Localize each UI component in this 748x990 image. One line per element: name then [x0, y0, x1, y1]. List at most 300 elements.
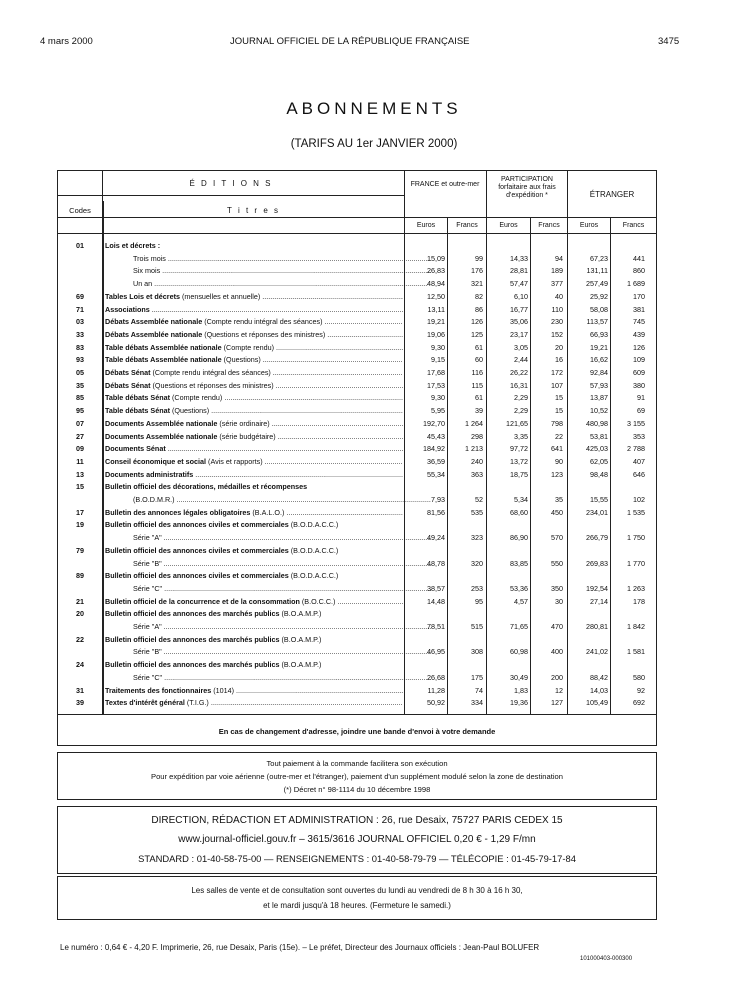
row-title-rest: (B.O.A.M.P.) — [279, 634, 322, 644]
row-value: 95 — [475, 596, 483, 606]
row-title — [105, 266, 431, 275]
row-value: 123 — [551, 469, 563, 479]
row-value: 57,93 — [590, 380, 608, 390]
row-code: 31 — [76, 685, 84, 695]
row-title — [105, 571, 403, 580]
row-value: 1 581 — [627, 647, 645, 657]
table-row — [58, 546, 656, 557]
row-title — [105, 533, 431, 542]
row-value: 82 — [475, 291, 483, 301]
row-value: 1 689 — [627, 279, 645, 289]
row-title — [105, 355, 403, 364]
row-value: 126 — [471, 317, 483, 327]
row-value: 308 — [471, 647, 483, 657]
row-code: 15 — [76, 482, 84, 492]
payment-line-1: Tout paiement à la commande facilitera son exécution — [266, 759, 448, 768]
row-value: 20 — [555, 342, 563, 352]
row-title — [105, 317, 403, 326]
row-title — [105, 686, 403, 695]
row-value: 172 — [551, 368, 563, 377]
row-value: 105,49 — [586, 698, 608, 708]
row-value: 334 — [471, 698, 483, 708]
row-title-rest: (mensuelles et annuelle) — [179, 291, 261, 301]
row-value: 5,34 — [514, 495, 528, 504]
row-title — [105, 330, 403, 339]
header-date: 4 mars 2000 — [40, 36, 93, 47]
row-value: 97,72 — [510, 444, 528, 454]
row-title — [105, 254, 431, 263]
table-row — [58, 647, 656, 658]
row-value: 1 842 — [627, 622, 645, 631]
row-value: 550 — [551, 558, 563, 568]
row-code: 95 — [76, 406, 84, 416]
row-value: 81,56 — [427, 507, 445, 517]
row-code: 27 — [76, 431, 84, 441]
row-value: 441 — [633, 253, 645, 263]
row-value: 580 — [633, 672, 645, 682]
row-value: 350 — [551, 583, 563, 593]
row-code: 21 — [76, 596, 84, 606]
row-value: 67,23 — [590, 253, 608, 263]
row-value: 323 — [471, 533, 483, 543]
row-value: 102 — [633, 495, 645, 504]
row-value: 535 — [471, 507, 483, 517]
row-title-bold: Associations — [105, 304, 150, 314]
row-title — [105, 419, 403, 428]
row-value: 78,51 — [427, 622, 445, 631]
row-code: 09 — [76, 444, 84, 454]
euros-header: Euros — [416, 222, 436, 229]
row-value: 15,09 — [427, 253, 445, 263]
row-value: 152 — [551, 329, 563, 339]
row-value: 16,77 — [510, 304, 528, 314]
row-code: 19 — [76, 520, 84, 530]
row-value: 109 — [633, 355, 645, 365]
row-value: 363 — [471, 469, 483, 479]
row-code: 71 — [76, 304, 84, 314]
table-row — [58, 330, 656, 341]
row-value: 62,05 — [590, 456, 608, 466]
row-value: 91 — [637, 393, 645, 403]
row-code: 01 — [76, 241, 84, 250]
row-value: 570 — [551, 533, 563, 543]
row-value: 10,52 — [590, 406, 608, 416]
row-value: 13,72 — [510, 456, 528, 466]
row-value: 257,49 — [586, 279, 608, 289]
row-value: 16,62 — [590, 355, 608, 365]
row-value: 4,57 — [514, 596, 528, 606]
row-code: 17 — [76, 507, 84, 517]
row-title-bold: Bulletin officiel des annonces des marchés publics — [105, 634, 280, 644]
row-value: 266,79 — [586, 533, 608, 543]
row-title-rest: (Avis et rapports) — [206, 456, 263, 466]
row-value: 92,84 — [590, 368, 608, 377]
row-title-rest: (B.O.D.M.R.) — [133, 495, 175, 504]
row-value: 19,21 — [427, 317, 445, 327]
table-row — [58, 393, 656, 404]
row-value: 35 — [555, 495, 563, 504]
row-title — [105, 482, 403, 491]
row-value: 38,57 — [427, 583, 445, 593]
table-row — [58, 635, 656, 646]
row-title-bold: Traitements des fonctionnaires — [105, 685, 212, 695]
row-value: 1 535 — [627, 507, 645, 517]
row-value: 60 — [475, 355, 483, 365]
row-value: 71,65 — [510, 622, 528, 631]
row-value: 692 — [633, 698, 645, 708]
francs-header: Francs — [622, 222, 645, 229]
euros-header: Euros — [579, 222, 599, 229]
row-value: 127 — [551, 698, 563, 708]
row-value: 380 — [633, 380, 645, 390]
row-value: 1,83 — [514, 685, 528, 695]
row-value: 131,11 — [586, 266, 608, 276]
row-title-bold: Bulletin officiel des annonces civiles et commerciales — [105, 545, 289, 555]
row-value: 241,02 — [586, 647, 608, 657]
euros-header: Euros — [499, 222, 518, 229]
row-value: 253 — [471, 583, 483, 593]
table-row — [58, 279, 656, 290]
row-code: 93 — [76, 355, 84, 365]
row-code: 07 — [76, 418, 84, 428]
table-row — [58, 495, 656, 506]
row-value: 98,48 — [590, 469, 608, 479]
row-value: 107 — [551, 380, 563, 390]
row-value: 68,60 — [510, 507, 528, 517]
row-value: 57,47 — [510, 279, 528, 289]
row-code: 11 — [76, 456, 84, 466]
row-title-bold: Table débats Sénat — [105, 393, 170, 403]
row-value: 230 — [551, 317, 563, 327]
row-title — [105, 470, 403, 479]
row-value: 46,95 — [427, 647, 445, 657]
row-value: 9,30 — [431, 342, 445, 352]
row-value: 298 — [471, 431, 483, 441]
row-value: 50,92 — [427, 698, 445, 708]
row-title-rest: (Questions et réponses des ministres) — [202, 329, 326, 339]
row-value: 110 — [551, 304, 563, 314]
table-row — [58, 317, 656, 328]
sales-line-1: Les salles de vente et de consultation sont ouvertes du lundi au vendredi de 8 h 30 à 16 h 30, — [191, 886, 523, 895]
table-row — [58, 444, 656, 455]
row-value: 2,44 — [514, 355, 528, 365]
row-title-bold: Tables Lois et décrets — [105, 291, 180, 301]
row-value: 53,81 — [590, 431, 608, 441]
row-value: 26,83 — [427, 266, 445, 276]
page-title: ABONNEMENTS — [286, 99, 462, 118]
row-value: 23,17 — [510, 329, 528, 339]
row-title-rest: Un an — [133, 279, 153, 289]
table-row — [58, 622, 656, 633]
row-code: 69 — [76, 291, 84, 301]
row-value: 3,35 — [514, 431, 528, 441]
row-title — [105, 432, 403, 441]
codes-header: Codes — [69, 206, 91, 215]
row-value: 113,57 — [586, 317, 608, 327]
row-value: 52 — [475, 495, 483, 504]
row-value: 2 788 — [627, 444, 645, 454]
row-title-bold: Débats Sénat — [105, 368, 151, 377]
row-title-bold: Bulletin des annonces légales obligatoires — [105, 507, 251, 517]
table-row — [58, 597, 656, 608]
row-title-bold: Documents Assemblée nationale — [105, 418, 218, 428]
row-value: 28,81 — [510, 266, 528, 276]
row-value: 45,43 — [427, 431, 445, 441]
row-code: 33 — [76, 329, 84, 339]
row-title — [105, 508, 403, 517]
row-title-rest: Série "B" — [133, 558, 162, 568]
row-title-bold: Débats Assemblée nationale — [105, 329, 203, 339]
decree-note: (*) Décret n° 98-1114 du 10 décembre 1998 — [283, 785, 431, 794]
table-row — [58, 266, 656, 277]
row-title-rest: Série "A" — [133, 533, 162, 543]
table-row — [58, 457, 656, 468]
row-value: 86,90 — [510, 533, 528, 543]
row-value: 14,48 — [427, 596, 445, 606]
row-title-bold: Documents Sénat — [105, 444, 166, 454]
table-row — [58, 292, 656, 303]
row-title — [105, 647, 431, 656]
row-title — [105, 673, 431, 682]
row-title-bold: Débats Sénat — [105, 380, 151, 390]
row-code: 89 — [76, 571, 84, 581]
row-code: 79 — [76, 545, 84, 555]
etranger-header: ÉTRANGER — [589, 190, 635, 199]
row-value: 40 — [555, 291, 563, 301]
row-title-rest: (Compte rendu) — [169, 393, 223, 403]
francs-header: Francs — [456, 222, 478, 229]
row-value: 7,93 — [431, 495, 445, 504]
row-value: 12 — [555, 685, 563, 695]
direction-website: www.journal-officiel.gouv.fr – 3615/3616 JOURNAL OFFICIEL 0,20 € - 1,29 F/mn — [178, 834, 536, 845]
row-code: 22 — [76, 634, 84, 644]
row-value: 1 750 — [627, 533, 645, 543]
row-code: 03 — [76, 317, 84, 327]
row-value: 184,92 — [423, 444, 445, 454]
row-value: 94 — [555, 253, 563, 263]
row-value: 48,78 — [427, 558, 445, 568]
row-value: 125 — [471, 329, 483, 339]
table-row — [58, 343, 656, 354]
row-value: 320 — [471, 558, 483, 568]
row-title — [105, 381, 403, 390]
table-row — [58, 254, 656, 265]
row-value: 176 — [471, 266, 483, 276]
row-title — [105, 660, 403, 669]
row-value: 860 — [633, 266, 645, 276]
row-value: 48,94 — [427, 279, 445, 289]
row-value: 1 264 — [465, 418, 483, 428]
row-value: 407 — [633, 456, 645, 466]
row-value: 22 — [555, 431, 563, 441]
row-value: 175 — [471, 672, 483, 682]
row-value: 27,14 — [590, 596, 608, 606]
row-title — [105, 559, 431, 568]
row-title-bold: Bulletin officiel des décorations, médailles et récompenses — [105, 482, 308, 492]
row-value: 646 — [633, 469, 645, 479]
sales-line-2: et le mardi jusqu'à 18 heures. (Fermeture le samedi.) — [263, 901, 451, 910]
row-value: 25,92 — [590, 291, 608, 301]
row-value: 1 263 — [627, 583, 645, 593]
row-code: 35 — [76, 380, 84, 390]
row-value: 66,93 — [590, 329, 608, 339]
row-title-rest: (série budgétaire) — [217, 431, 276, 441]
row-title — [105, 495, 431, 504]
row-value: 99 — [475, 253, 483, 263]
row-value: 53,36 — [510, 583, 528, 593]
header-journal-title: JOURNAL OFFICIEL DE LA RÉPUBLIQUE FRANÇAISE — [230, 36, 470, 47]
row-value: 61 — [475, 393, 483, 403]
row-value: 15 — [555, 393, 563, 403]
row-title-rest: (B.O.A.M.P.) — [279, 609, 322, 619]
row-value: 14,03 — [590, 685, 608, 695]
row-value: 400 — [551, 647, 563, 657]
table-row — [58, 698, 656, 709]
row-value: 115 — [471, 380, 483, 390]
direction-address: DIRECTION, RÉDACTION ET ADMINISTRATION : 26, rue Desaix, 75727 PARIS CEDEX 15 — [151, 815, 563, 826]
row-title-bold: Documents Assemblée nationale — [105, 431, 218, 441]
row-code: 85 — [76, 393, 84, 403]
row-value: 321 — [471, 279, 483, 289]
row-title-rest: (B.O.C.C.) — [299, 596, 336, 606]
row-value: 36,59 — [427, 456, 445, 466]
row-value: 9,30 — [431, 393, 445, 403]
row-value: 280,81 — [586, 622, 608, 631]
row-value: 1 213 — [465, 444, 483, 454]
row-title-rest: (B.O.A.M.P.) — [279, 660, 322, 670]
row-value: 15 — [555, 406, 563, 416]
row-value: 269,83 — [586, 558, 608, 568]
row-value: 450 — [551, 507, 563, 517]
payment-line-2: Pour expédition par voie aérienne (outre-mer et l'étranger), paiement d'un supplément modulé selon la zone de destination — [151, 772, 563, 781]
row-value: 178 — [633, 596, 645, 606]
titres-header: T i t r e s — [227, 206, 280, 215]
table-row — [58, 305, 656, 316]
row-value: 16,31 — [510, 380, 528, 390]
row-title — [105, 597, 403, 606]
row-value: 19,06 — [427, 329, 445, 339]
table-row — [58, 660, 656, 671]
row-value: 470 — [551, 622, 563, 631]
table-row — [58, 571, 656, 582]
row-title-rest: (T.I.G.) — [184, 698, 209, 708]
row-value: 480,98 — [586, 418, 608, 428]
row-title-bold: Table débats Assemblée nationale — [105, 342, 222, 352]
sales-hours-box — [57, 876, 657, 920]
row-title-rest: Trois mois — [133, 253, 166, 263]
row-value: 200 — [551, 672, 563, 682]
row-code: 20 — [76, 609, 84, 619]
row-value: 2,29 — [514, 406, 528, 416]
row-code: 13 — [76, 469, 84, 479]
row-title-rest: (Compte rendu intégral des séances) — [202, 317, 323, 327]
row-code: 24 — [76, 660, 84, 670]
france-header: FRANCE et outre-mer — [410, 181, 480, 188]
row-value: 381 — [633, 304, 645, 314]
row-value: 86 — [475, 304, 483, 314]
table-row — [58, 368, 656, 379]
row-value: 6,10 — [514, 291, 528, 301]
row-value: 61 — [475, 342, 483, 352]
table-row — [58, 559, 656, 570]
row-value: 60,98 — [510, 647, 528, 657]
row-title-rest: (Compte rendu) — [221, 342, 274, 352]
row-title — [105, 698, 403, 707]
row-value: 12,50 — [427, 291, 445, 301]
table-row — [58, 470, 656, 481]
row-title-rest: (Questions) — [221, 355, 261, 365]
row-value: 5,95 — [431, 406, 445, 416]
row-value: 19,36 — [510, 698, 528, 708]
row-value: 18,75 — [510, 469, 528, 479]
subscription-table — [57, 170, 657, 746]
row-value: 14,33 — [510, 253, 528, 263]
row-value: 3 155 — [627, 418, 645, 428]
row-title — [105, 241, 403, 250]
row-value: 92 — [637, 685, 645, 695]
row-title-rest: (B.O.D.A.C.C.) — [288, 520, 339, 530]
row-title-rest: (série ordinaire) — [217, 418, 270, 428]
row-title — [105, 520, 403, 529]
row-title-bold: Table débats Assemblée nationale — [105, 355, 222, 365]
row-value: 192,54 — [586, 583, 608, 593]
table-row — [58, 584, 656, 595]
row-value: 17,53 — [427, 380, 445, 390]
row-value: 69 — [637, 406, 645, 416]
header-page-number: 3475 — [658, 36, 680, 47]
row-title-bold: Textes d'intérêt général — [105, 698, 185, 708]
table-row — [58, 241, 656, 252]
table-row — [58, 406, 656, 417]
row-title-bold: Documents administratifs — [105, 469, 194, 479]
row-value: 15,55 — [590, 495, 608, 504]
row-title-rest: (1014) — [211, 685, 235, 695]
row-title — [105, 609, 403, 618]
row-value: 13,87 — [590, 393, 608, 403]
row-value: 26,22 — [510, 368, 528, 377]
row-value: 1 770 — [627, 558, 645, 568]
row-value: 798 — [551, 418, 563, 428]
row-value: 192,70 — [423, 418, 445, 428]
row-value: 30 — [555, 596, 563, 606]
row-value: 19,21 — [590, 342, 608, 352]
row-title — [105, 343, 403, 352]
table-row — [58, 355, 656, 366]
row-value: 26,68 — [427, 672, 445, 682]
row-value: 55,34 — [427, 469, 445, 479]
row-title-rest: Six mois — [133, 266, 161, 276]
table-row — [58, 381, 656, 392]
address-change-note: En cas de changement d'adresse, joindre une bande d'envoi à votre demande — [218, 727, 496, 736]
row-value: 425,03 — [586, 444, 608, 454]
row-value: 16 — [555, 355, 563, 365]
row-value: 74 — [475, 685, 483, 695]
row-value: 11,28 — [427, 685, 445, 695]
row-value: 126 — [633, 342, 645, 352]
row-title-rest: (B.O.D.A.C.C.) — [288, 571, 339, 581]
row-value: 189 — [551, 266, 563, 276]
row-value: 439 — [633, 329, 645, 339]
row-title-rest: (Questions) — [169, 406, 210, 416]
participation-header: PARTICIPATION forfaitaire aux frais d'expédition * — [498, 176, 556, 199]
row-title — [105, 406, 403, 415]
row-title-rest: Série "B" — [133, 647, 162, 657]
row-code: 39 — [76, 698, 84, 708]
row-title — [105, 393, 403, 402]
row-value: 90 — [555, 456, 563, 466]
table-row — [58, 673, 656, 684]
row-value: 88,42 — [590, 672, 608, 682]
